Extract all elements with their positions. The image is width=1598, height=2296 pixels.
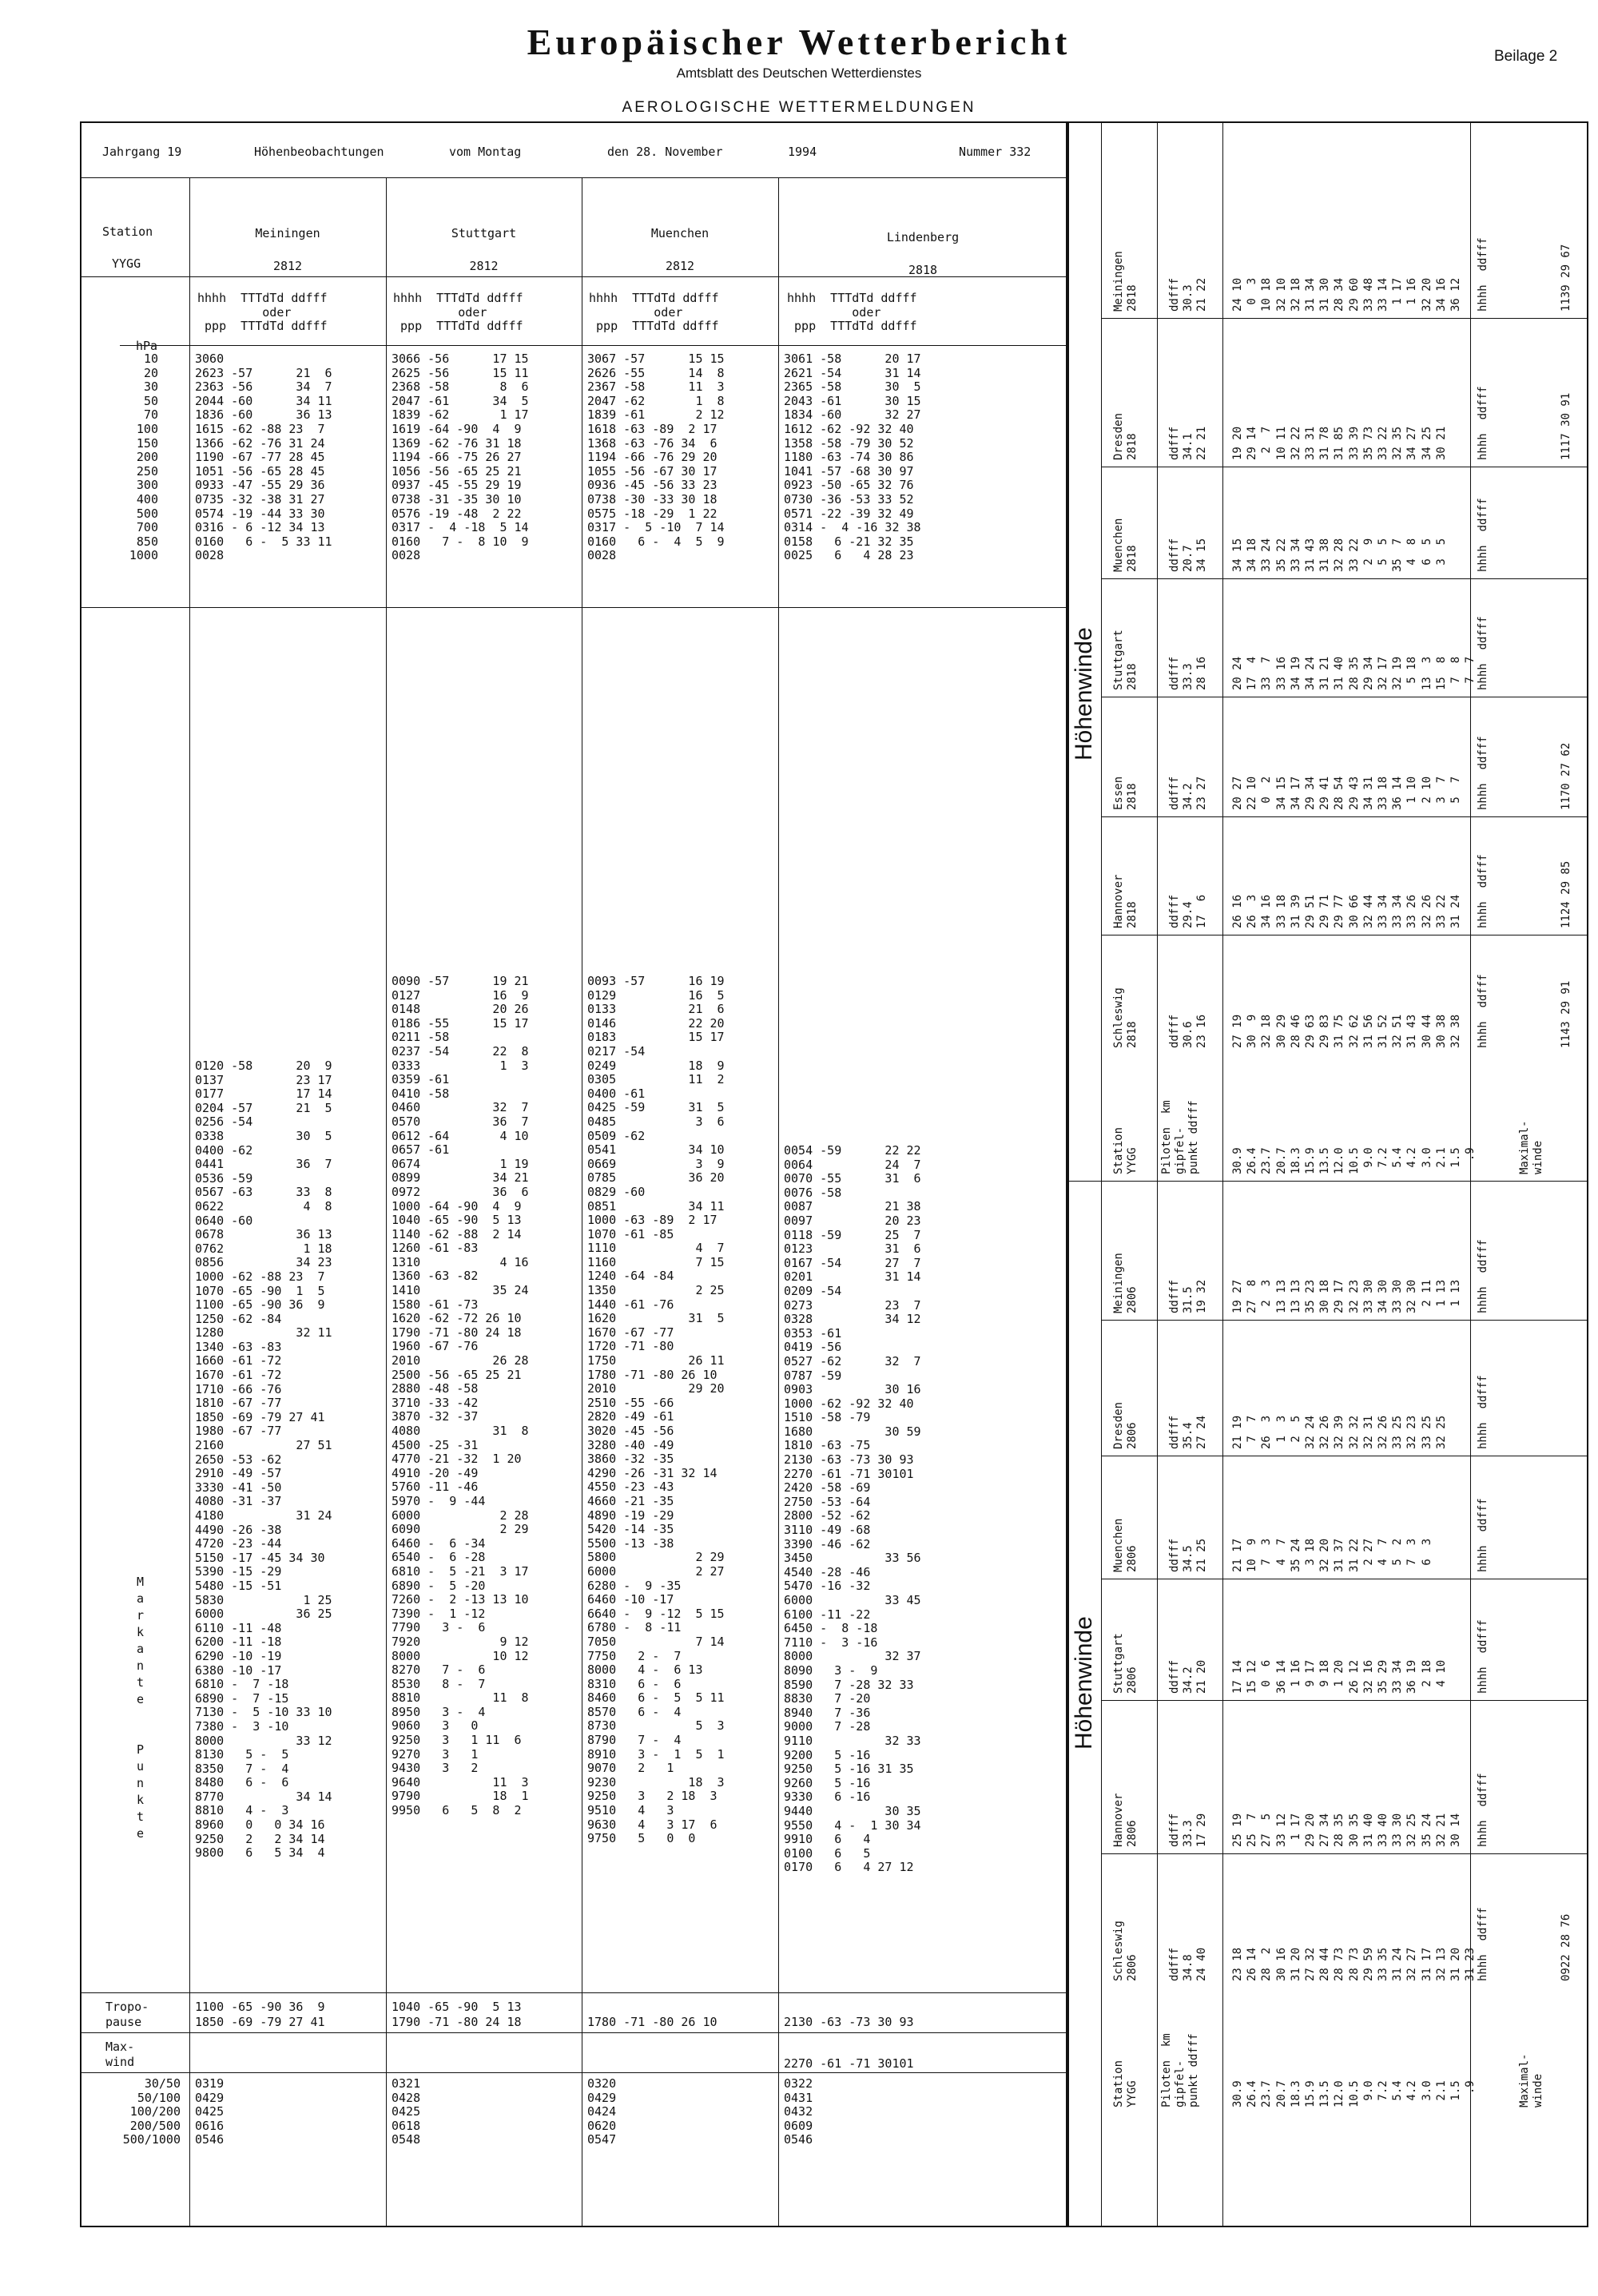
station-yygg-meiningen: 2812 [272,259,303,273]
pilot-pilot_lower-hhhh-2: hhhh ddfff [1477,1498,1489,1572]
col-line [1470,121,1471,1181]
station-name-stuttgart: Stuttgart [451,226,517,240]
pilot-pilot_lower-name-5: Schleswig 2806 [1112,1921,1139,1981]
pilot-pilot_upper-name-1: Dresden 2818 [1112,412,1139,460]
tropopause-meiningen: 1100 -65 -90 36 9 1850 -69 -79 27 41 [195,2000,325,2029]
std-levels-lindenberg: 3061 -58 20 17 2621 -54 31 14 2365 -58 30 5 2043 -61 30 15 1834 -60 32 27 1612 -62 -92 32 40 1358 -58 -79 30 52 1180 -63 -74 30 86 1041 -57 -68 30 97 0923 -50 -65 32 76 0730 -36 -53 33 52 0571 -22 -39 32 49 0314 - 4 -16 32 38 0158 6 -21 32 35 0025 6 4 28 23 [784,352,921,563]
pilot-pilot_lower-piloten-label: Piloten km gipfel- punkt ddfff [1160,2033,1200,2107]
pilot-pilot_upper-maximal-label: Maximal- winde [1518,1120,1544,1174]
hpa-label: hPa [136,339,158,353]
pilot-pilot_upper-name-4: Essen 2818 [1112,776,1139,810]
markante-stuttgart: 0090 -57 19 21 0127 16 9 0148 20 26 0186 -55 15 17 0211 -58 0237 -54 22 8 0333 1 3 0359 -61 0410 -58 0460 32 7 0570 36 7 0612 -64 4 10 0657 -61 0674 1 19 0899 34 21 0972 36 6 1000 -64 -90 4 9 1040 -65 -90 5 13 1140 -62 -88 2 14 1260 -61 -83 1310 4 16 1360 -63 -82 1410 35 24 1580 -61 -73 1620 -62 -72 26 10 1790 -71 -80 24 18 1960 -67 -76 2010 26 28 2500 -56 -65 25 21 2880 -48 -58 3710 -33 -42 3870 -32 -37 4080 31 8 4500 -25 -31 4770 -21 -32 1 20 4910 -20 -49 5760 -11 -46 5970 - 9 -44 6000 2 28 6090 2 29 6460 - 6 -34 6540 - 6 -28 6810 - 5 -21 3 17 6890 - 5 -20 7260 - 2 -13 13 10 7390 - 1 -12 7790 3 - 6 7920 9 12 8000 10 12 8270 7 - 6 8530 8 - 7 8810 11 8 8950 3 - 4 9060 3 0 9250 3 1 11 6 9270 3 1 9430 3 2 9640 11 3 9790 18 1 9950 6 5 8 2 [392,974,529,1818]
pilot-pilot_upper-hhhh-5: hhhh ddfff [1477,854,1489,928]
report-subtitle: Amtsblatt des Deutschen Wetterdienstes [676,66,922,81]
pilot-pilot_upper-vals-1: 19 20 29 14 2 7 10 11 32 22 33 31 31 78 31 85 33 39 35 73 33 22 32 35 34 27 34 25 30 21 [1231,426,1448,460]
shear-muenchen: 0320 0429 0424 0620 0547 [587,2076,617,2147]
pilot-pilot_upper-name-3: Stuttgart 2818 [1112,630,1139,690]
shear-meiningen: 0319 0429 0425 0616 0546 [195,2076,225,2147]
pilot-pilot_upper-km: 30.9 26.4 23.7 20.7 18.3 15.9 13.5 12.0 10.5 9.0 7.2 5.4 4.2 3.0 2.1 1.5 .9 [1231,1147,1477,1174]
pilot-pilot_upper-piloten-label: Piloten km gipfel- punkt ddfff [1160,1100,1200,1174]
station-yygg-lindenberg: 2818 [908,263,938,277]
col-header-1: hhhh TTTdTd ddfff oder ppp TTTdTd ddfff [197,291,328,334]
col-line [1222,121,1223,1181]
pilot-pilot_upper-hhhh-4: hhhh ddfff [1477,736,1489,810]
hoehenwinde-label-upper: Höhenwinde [1071,627,1097,761]
pilot-pilot_lower-hhhh-3: hhhh ddfff [1477,1619,1489,1694]
band-line [1101,318,1588,319]
pilot-pilot_upper-station-label: Station YYGG [1112,1126,1139,1174]
pilot-pilot_upper-max-6: 1143 29 91 [1560,980,1572,1048]
pilot-pilot_lower-maximal-label: Maximal- winde [1518,2053,1544,2107]
info-datum: den 28. November [607,145,723,159]
pilot-pilot_lower-km: 30.9 26.4 23.7 20.7 18.3 15.9 13.5 12.0 10.5 9.0 7.2 5.4 4.2 3.0 2.1 1.5 .9 [1231,2080,1477,2107]
pilot-pilot_upper-name-5: Hannover 2818 [1112,874,1139,928]
pilot-pilot_lower-station-label: Station YYGG [1112,2060,1139,2107]
info-art: Höhenbeobachtungen [254,145,384,159]
station-name-muenchen: Muenchen [650,226,710,240]
band-line [1101,578,1588,579]
band-line [1101,1700,1588,1701]
pilot-pilot_upper-vals-3: 20 24 17 4 33 7 33 16 34 19 34 24 31 21 31 40 28 35 29 34 32 17 32 19 5 18 13 3 15 8 7 8 7 7 [1231,656,1477,690]
info-jahrgang: Jahrgang 19 [102,145,182,159]
pilot-pilot_upper-head-2: ddfff 20.7 34 15 [1168,538,1208,572]
station-name-lindenberg: Lindenberg [886,230,960,244]
pilot-pilot_lower-max-5: 0922 28 76 [1560,1913,1572,1981]
pilot-pilot_upper-head-6: ddfff 30.6 23 16 [1168,1014,1208,1048]
std-levels-meiningen: 3060 2623 -57 21 6 2363 -56 34 7 2044 -60 34 11 1836 -60 36 13 1615 -62 -88 23 7 1366 -62 -76 31 24 1190 -67 -77 28 45 1051 -56 -65 28 45 0933 -47 -55 29 36 0735 -32 -38 31 27 0574 -19 -44 33 30 0316 - 6 -12 34 13 0160 6 - 5 33 11 0028 [195,352,332,563]
markante-punkte-label: M a r k a n t e P u n k t e [137,1575,145,1841]
pilot-pilot_lower-head-3: ddfff 34.2 21 20 [1168,1659,1208,1694]
band-line [1101,1853,1588,1854]
band-line [1101,1320,1588,1321]
hpa-levels: 10 20 30 50 70 100 150 200 250 300 400 500 700 850 1000 [129,352,158,563]
col-line [1470,1181,1471,2227]
band-line [1101,816,1588,817]
tropopause-muenchen: 1780 -71 -80 26 10 [587,2014,718,2029]
pilot-pilot_lower-head-4: ddfff 33.3 17 29 [1168,1813,1208,1847]
shear-lindenberg: 0322 0431 0432 0609 0546 [784,2076,813,2147]
pilot-pilot_upper-hhhh-2: hhhh ddfff [1477,498,1489,572]
pilot-pilot_upper-head-4: ddfff 34.2 23 27 [1168,776,1208,810]
info-jahr: 1994 [788,145,817,159]
pilot-pilot_upper-max-1: 1117 30 91 [1560,392,1572,460]
pilot-pilot_upper-vals-0: 24 10 0 3 10 18 32 10 32 18 31 34 31 30 28 34 29 60 33 48 33 14 1 17 1 16 32 20 34 16 36 12 [1231,277,1463,312]
pilot-pilot_lower-head-5: ddfff 34.8 24 40 [1168,1947,1208,1981]
pilot-pilot_lower-name-0: Meiningen 2806 [1112,1253,1139,1313]
pilot-pilot_lower-hhhh-0: hhhh ddfff [1477,1239,1489,1313]
shear-labels: 30/50 50/100 100/200 200/500 500/1000 [122,2076,181,2147]
pilot-pilot_lower-hhhh-5: hhhh ddfff [1477,1907,1489,1981]
station-name-meiningen: Meiningen [255,226,320,240]
pilot-pilot_upper-head-1: ddfff 34.1 22 21 [1168,426,1208,460]
std-levels-stuttgart: 3066 -56 17 15 2625 -56 15 11 2368 -58 8 6 2047 -61 34 5 1839 -62 1 17 1619 -64 -90 4 9 1369 -62 -76 31 18 1194 -66 -75 26 27 1056 -56 -65 25 21 0937 -45 -55 29 19 0738 -31 -35 30 10 0576 -19 -48 2 22 0317 - 4 -18 5 14 0160 7 - 8 10 9 0028 [392,352,529,563]
station-yygg-stuttgart: 2812 [469,259,499,273]
pilot-pilot_lower-vals-3: 17 14 15 12 0 6 36 14 1 16 9 17 9 18 1 20 26 12 32 16 35 29 33 34 36 19 2 18 4 10 [1231,1659,1448,1694]
pilot-pilot_lower-head-2: ddfff 34.5 21 25 [1168,1538,1208,1572]
pilot-pilot_lower-head-0: ddfff 31.5 19 32 [1168,1279,1208,1313]
col-header-2: hhhh TTTdTd ddfff oder ppp TTTdTd ddfff [393,291,523,334]
col-line [1157,1181,1158,2227]
pilot-pilot_lower-vals-2: 21 17 10 9 7 3 4 7 35 24 3 18 32 20 31 37 31 22 2 27 4 7 5 2 7 3 6 3 [1231,1538,1433,1572]
pilot-pilot_lower-vals-5: 23 18 26 14 28 2 30 16 31 20 27 32 28 44 28 73 28 73 29 59 33 35 31 24 32 27 31 17 32 13 31 20 31 23 [1231,1947,1477,1981]
pilot-pilot_lower-vals-1: 21 19 7 7 26 3 1 3 2 5 32 24 32 26 32 39 32 32 32 31 32 26 33 25 32 23 33 25 32 25 [1231,1415,1448,1449]
pilot-pilot_upper-vals-4: 20 27 22 10 0 2 34 15 34 17 29 34 29 41 28 54 29 43 34 31 33 18 36 14 1 10 2 10 3 7 5 7 [1231,776,1463,810]
report-title: Europäischer Wetterbericht [527,22,1071,62]
pilot-pilot_upper-max-0: 1139 29 67 [1560,244,1572,312]
hoehenwinde-label-lower: Höhenwinde [1071,1616,1097,1750]
pilot-pilot_lower-hhhh-1: hhhh ddfff [1477,1375,1489,1449]
pilot-pilot_upper-head-0: ddfff 30.3 21 22 [1168,277,1208,312]
col-header-4: hhhh TTTdTd ddfff oder ppp TTTdTd ddfff [787,291,917,334]
pilot-pilot_upper-hhhh-6: hhhh ddfff [1477,974,1489,1048]
markante-meiningen: 0120 -58 20 9 0137 23 17 0177 17 14 0204 -57 21 5 0256 -54 0338 30 5 0400 -62 0441 36 7 0536 -59 0567 -63 33 8 0622 4 8 0640 -60 0678 36 13 0762 1 18 0856 34 23 1000 -62 -88 23 7 1070 -65 -90 1 5 1100 -65 -90 36 9 1250 -62 -84 1280 32 11 1340 -63 -83 1660 -61 -72 1670 -61 -72 1710 -66 -76 1810 -67 -77 1850 -69 -79 27 41 1980 -67 -77 2160 27 51 2650 -53 -62 2910 -49 -57 3330 -41 -50 4080 -31 -37 4180 31 24 4490 -26 -38 4720 -23 -44 5150 -17 -45 34 30 5390 -15 -29 5480 -15 -51 5830 1 25 6000 36 25 6110 -11 -48 6200 -11 -18 6290 -10 -19 6380 -10 -17 6810 - 7 -18 6890 - 7 -15 7130 - 5 -10 33 10 7380 - 3 -10 8000 33 12 8130 5 - 5 8350 7 - 4 8480 6 - 6 8770 34 14 8810 4 - 3 8960 0 0 34 16 9250 2 2 34 14 9800 6 5 34 4 [195,1059,332,1861]
info-nummer: Nummer 332 [959,145,1032,159]
col-line [1222,1181,1223,2227]
info-tag: vom Montag [449,145,522,159]
pilot-pilot_lower-vals-4: 25 19 25 7 27 5 33 12 1 17 29 20 27 34 28 35 30 35 31 40 33 40 33 30 32 25 35 24 32 21 30 14 [1231,1813,1463,1847]
pilot-pilot_upper-name-2: Muenchen 2818 [1112,518,1139,572]
pilot-pilot_lower-name-4: Hannover 2806 [1112,1793,1139,1847]
pilot-pilot_lower-name-2: Muenchen 2806 [1112,1518,1139,1572]
yygg-label: YYGG [112,256,141,271]
maxwind-lindenberg: 2270 -61 -71 30101 [784,2056,914,2071]
pilot-pilot_upper-vals-5: 26 16 26 3 34 16 33 18 31 39 29 51 29 71 29 77 30 66 32 44 33 34 33 34 33 26 32 26 33 22 31 24 [1231,894,1463,928]
tropopause-lindenberg: 2130 -63 -73 30 93 [784,2014,914,2029]
pilot-pilot_lower-name-3: Stuttgart 2806 [1112,1633,1139,1694]
pilot-pilot_upper-name-0: Meiningen 2818 [1112,251,1139,312]
std-levels-muenchen: 3067 -57 15 15 2626 -55 14 8 2367 -58 11 3 2047 -62 1 8 1839 -61 2 12 1618 -63 -89 2 17 1368 -63 -76 34 6 1194 -66 -76 29 20 1055 -56 -67 30 17 0936 -45 -56 33 23 0738 -30 -33 30 18 0575 -18 -29 1 22 0317 - 5 -10 7 14 0160 6 - 4 5 9 0028 [587,352,725,563]
beilage-label: Beilage 2 [1494,48,1558,65]
pilot-pilot_lower-name-1: Dresden 2806 [1112,1401,1139,1449]
pilot-pilot_lower-vals-0: 19 27 27 8 2 3 13 13 13 13 35 23 30 18 29 17 32 23 33 30 34 30 33 30 32 30 2 11 1 13 1 13 [1231,1279,1463,1313]
markante-lindenberg: 0054 -59 22 22 0064 24 7 0070 -55 31 6 0076 -58 0087 21 38 0097 20 23 0118 -59 25 7 0123 31 6 0167 -54 27 7 0201 31 14 0209 -54 0273 23 7 0328 34 12 0353 -61 0419 -56 0527 -62 32 7 0787 -59 0903 30 16 1000 -62 -92 32 40 1510 -58 -79 1680 30 59 1810 -63 -75 2130 -63 -73 30 93 2270 -61 -71 30101 2420 -58 -69 2750 -53 -64 2800 -52 -62 3110 -49 -68 3390 -46 -62 3450 33 56 4540 -28 -46 5470 -16 -32 6000 33 45 6100 -11 -22 6450 - 8 -18 7110 - 3 -16 8000 32 37 8090 3 - 9 8590 7 -28 32 33 8830 7 -20 8940 7 -36 9000 7 -28 9110 32 33 9200 5 -16 9250 5 -16 31 35 9260 5 -16 9330 6 -16 9440 30 35 9550 4 - 1 30 34 9910 6 4 0100 6 5 0170 6 4 27 12 [784,1143,921,1875]
pilot-pilot_upper-max-5: 1124 29 85 [1560,860,1572,928]
station-label: Station [102,224,153,239]
pilot-pilot_upper-hhhh-3: hhhh ddfff [1477,616,1489,690]
pilot-pilot_upper-hhhh-0: hhhh ddfff [1477,237,1489,312]
tropopause-stuttgart: 1040 -65 -90 5 13 1790 -71 -80 24 18 [392,2000,522,2029]
pilot-pilot_upper-max-4: 1170 27 62 [1560,742,1572,810]
band-line [1101,121,1588,122]
markante-muenchen: 0093 -57 16 19 0129 16 5 0133 21 6 0146 22 20 0183 15 17 0217 -54 0249 18 9 0305 11 2 0400 -61 0425 -59 31 5 0485 3 6 0509 -62 0541 34 10 0669 3 9 0785 36 20 0829 -60 0851 34 11 1000 -63 -89 2 17 1070 -61 -85 1110 4 7 1160 7 15 1240 -64 -84 1350 2 25 1440 -61 -76 1620 31 5 1670 -67 -77 1720 -71 -80 1750 26 11 1780 -71 -80 26 10 2010 29 20 2510 -55 -66 2820 -49 -61 3020 -45 -56 3280 -40 -49 3860 -32 -35 4290 -26 -31 32 14 4550 -23 -43 4660 -21 -35 4890 -19 -29 5420 -14 -35 5500 -13 -38 5800 2 29 6000 2 27 6280 - 9 -35 6460 -10 -17 6640 - 9 -12 5 15 6780 - 8 -11 7050 7 14 7750 2 - 7 8000 4 - 6 13 8310 6 - 6 8460 6 - 5 5 11 8570 6 - 4 8730 5 3 8790 7 - 4 8910 3 - 1 5 1 9070 2 1 9230 18 3 9250 3 2 18 3 9510 4 3 9630 4 3 17 6 9750 5 0 0 [587,974,725,1846]
pilot-pilot_upper-name-6: Schleswig 2818 [1112,987,1139,1048]
pilot-pilot_lower-head-1: ddfff 35.4 27 24 [1168,1415,1208,1449]
pilot-pilot_upper-vals-2: 34 15 34 18 33 24 35 22 33 34 31 43 31 38 32 28 33 22 2 9 5 5 35 7 4 8 6 5 3 5 [1231,538,1448,572]
band-line [1101,1181,1588,1182]
col-header-3: hhhh TTTdTd ddfff oder ppp TTTdTd ddfff [589,291,719,334]
pilot-pilot_lower-hhhh-4: hhhh ddfff [1477,1773,1489,1847]
tropopause-label: Tropo- pause [105,2000,149,2029]
col-line [1157,121,1158,1181]
pilot-pilot_upper-hhhh-1: hhhh ddfff [1477,386,1489,460]
shear-stuttgart: 0321 0428 0425 0618 0548 [392,2076,421,2147]
station-yygg-muenchen: 2812 [665,259,695,273]
pilot-pilot_upper-head-3: ddfff 33.3 28 16 [1168,656,1208,690]
pilot-pilot_upper-head-5: ddfff 29.4 17 6 [1168,894,1208,928]
maxwind-label: Max- wind [105,2040,135,2069]
section-title: AEROLOGISCHE WETTERMELDUNGEN [622,99,976,116]
pilot-pilot_upper-vals-6: 27 19 30 9 32 18 30 29 28 46 29 63 29 83 31 75 32 62 31 56 31 52 32 51 31 43 30 44 30 38 32 38 [1231,1014,1463,1048]
